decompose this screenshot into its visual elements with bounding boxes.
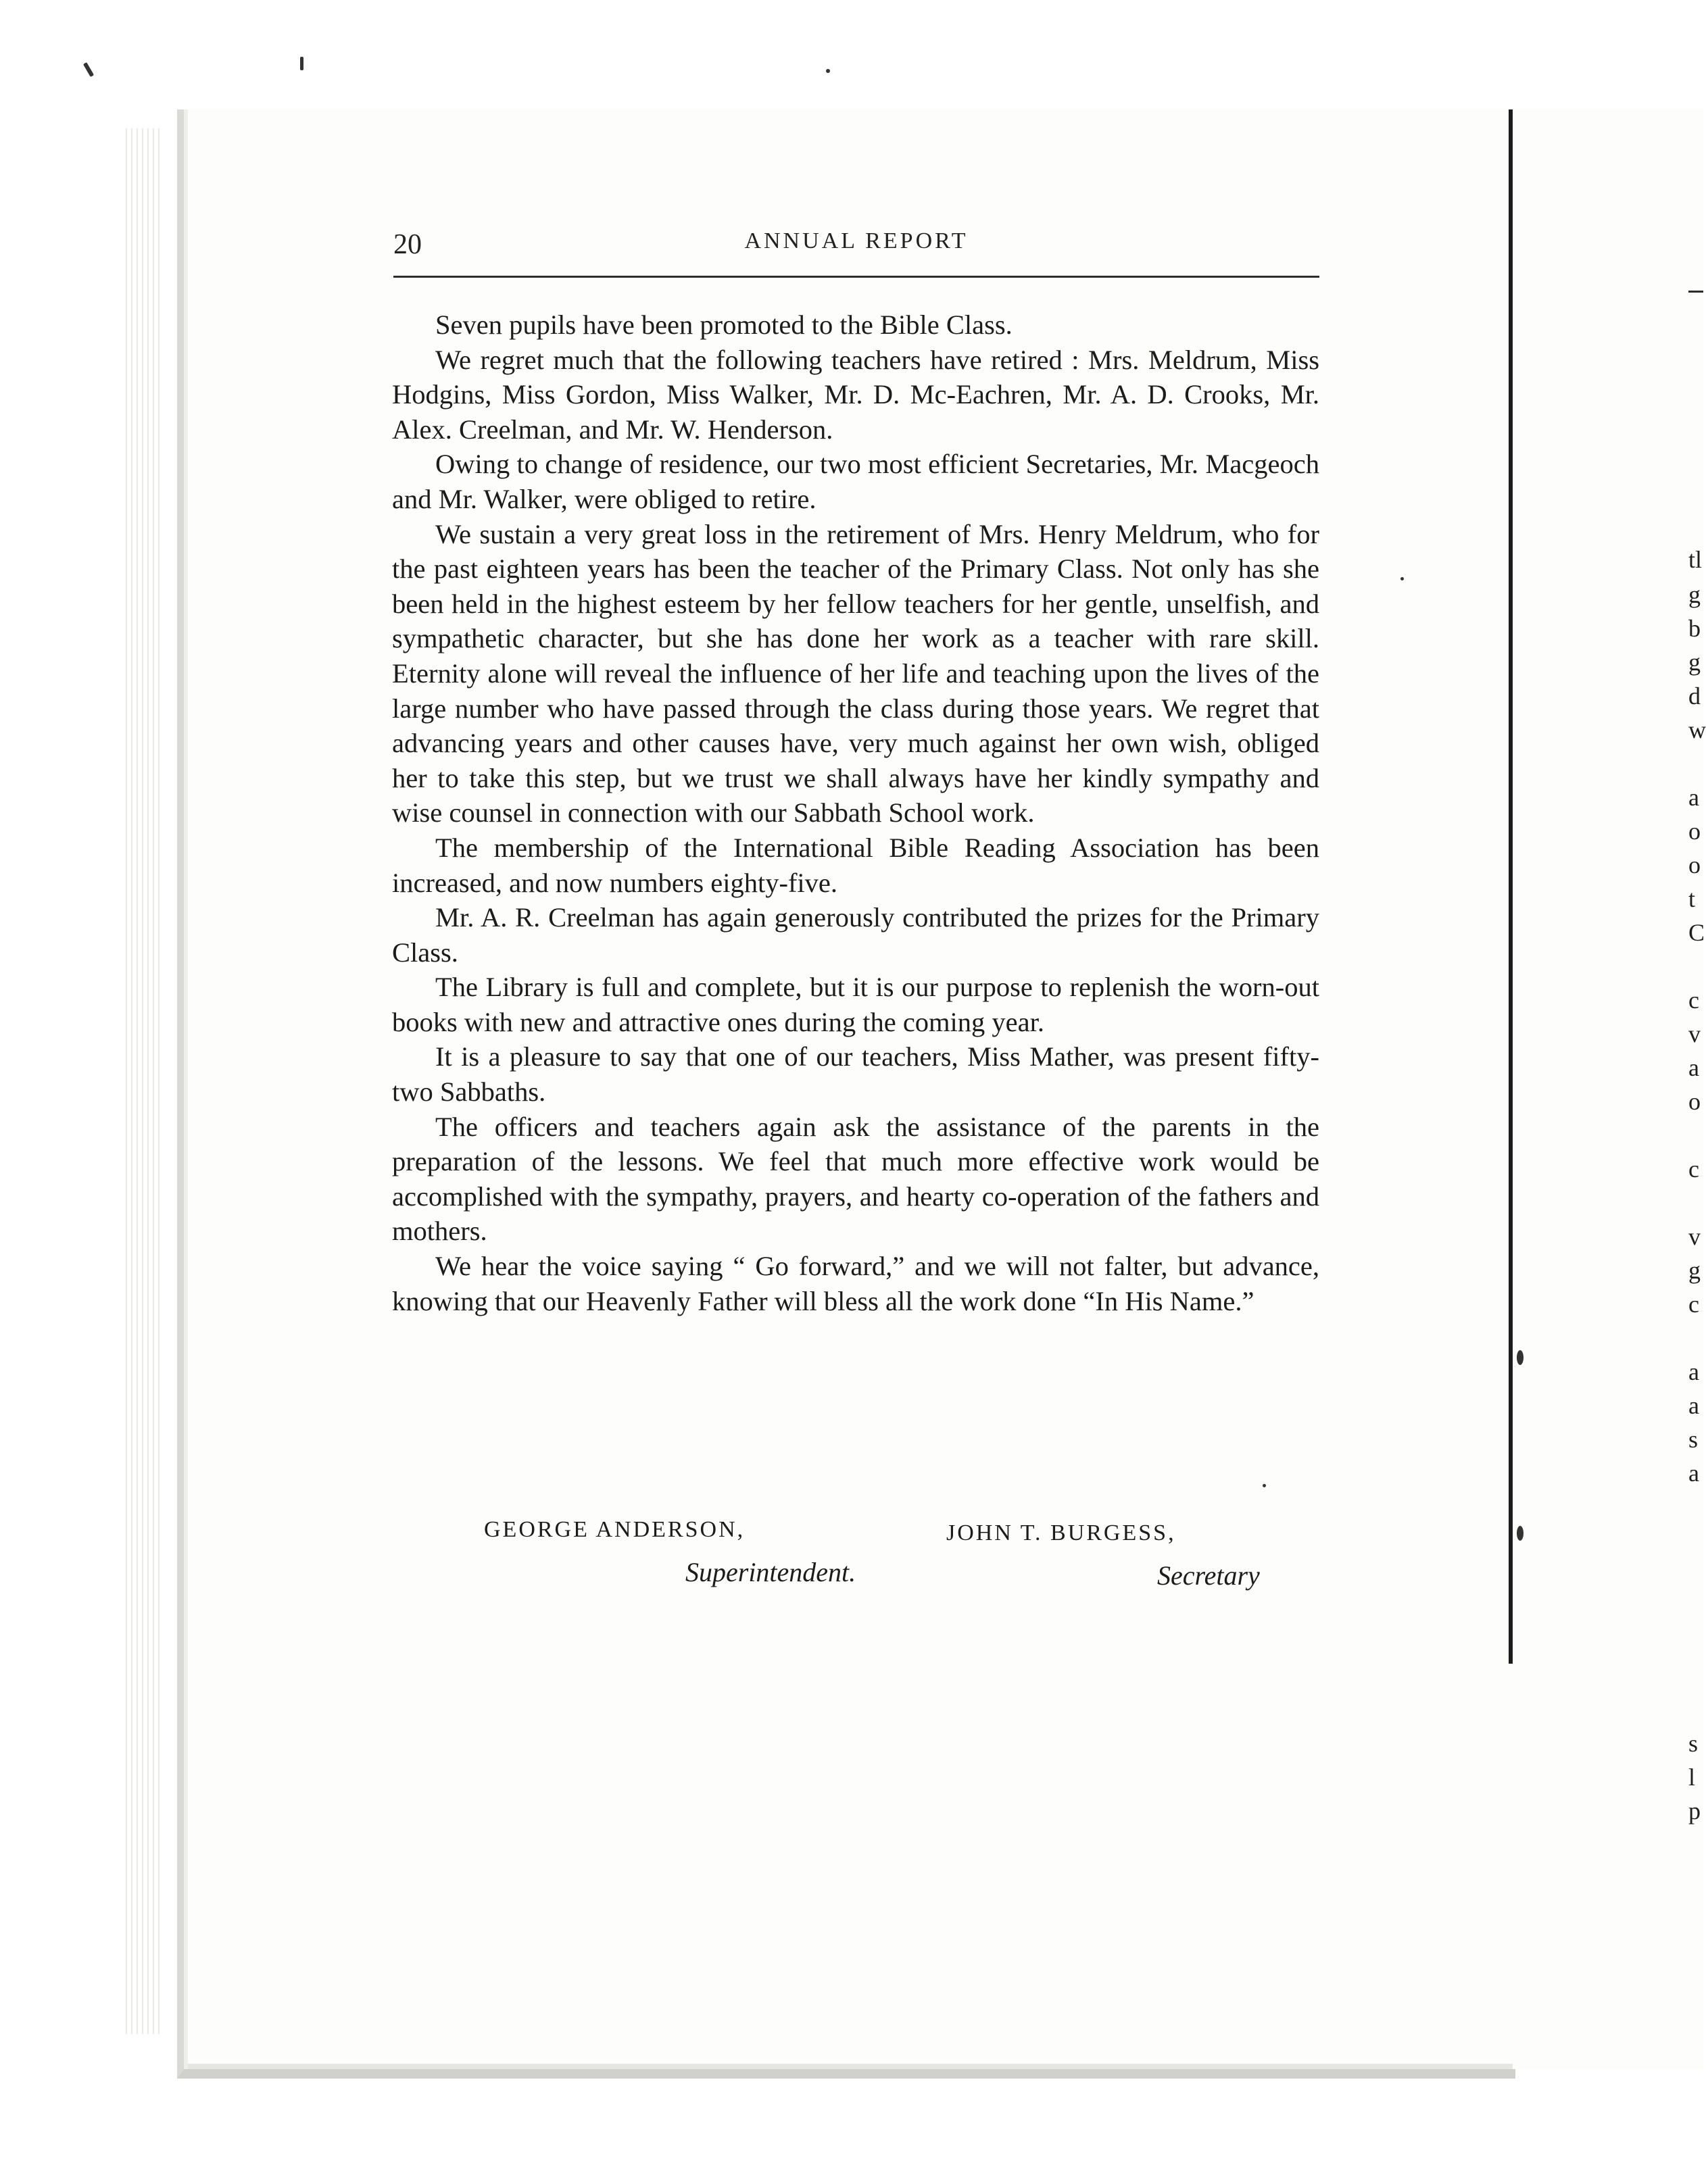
paragraph: Owing to change of residence, our two most efficient Secretaries, Mr. Macgeoch and Mr. Walker, were obliged to retire. [392,449,1319,514]
report-body [392,307,1319,1318]
facing-fragment: g [1688,649,1701,676]
facing-fragment: v [1688,1223,1701,1250]
facing-fragment: t [1688,885,1696,912]
paragraph: We regret much that the following teachers have retired : Mrs. Meldrum, Miss Hodgins, Miss Gordon, Miss Walker, Mr. D. Mc-Eachren, Mr. A. D. Crooks, Mr. Alex. Creelman, and Mr. W. Henderson. [392,344,1319,445]
facing-fragment: a [1688,1460,1699,1487]
scan-speck [826,69,830,73]
facing-fragment: p [1688,1797,1701,1825]
page-number: 20 [393,229,422,260]
paragraph: The membership of the International Bible Reading Association has been increased, and now numbers eighty-five. [392,832,1319,898]
paragraph: It is a pleasure to say that one of our teachers, Miss Mather, was present fifty-two Sabbaths. [392,1041,1319,1108]
facing-fragment: a [1688,1358,1699,1385]
facing-fragment: c [1688,1291,1699,1318]
facing-fragment: C [1688,919,1705,946]
paragraph: We hear the voice saying “ Go forward,” and we will not falter, but advance, knowing that our Heavenly Father will bless all the work done “In His Name.” [392,1251,1319,1316]
page-header [393,223,1319,277]
right-page [1513,109,1703,2069]
facing-fragment: c [1688,987,1699,1014]
facing-fragment: a [1688,784,1699,811]
facing-fragment: a [1688,1054,1699,1081]
paragraph: The Library is full and complete, but it is our purpose to replenish the worn-out books with new and attractive ones during the coming year. [392,972,1319,1037]
page-edge-stack [122,128,162,2034]
facing-fragment: g [1688,581,1701,608]
facing-fragment: o [1688,1088,1701,1115]
scan-speck [1400,577,1404,580]
scan-speck [1517,1350,1524,1365]
running-head: ANNUAL REPORT [744,228,969,253]
facing-fragment: l [1688,1764,1696,1791]
facing-fragment: o [1688,818,1701,845]
facing-fragment: s [1688,1730,1699,1757]
signature-title: Secretary [1157,1560,1260,1591]
scan-speck [300,57,303,70]
paragraph: The officers and teachers again ask the assistance of the parents in the preparation of the lessons. We feel that much more effective work would be accomplished with the sympathy, prayers, and hearty co-operation of the fathers and mothers. [392,1111,1319,1247]
signature-name: JOHN T. BURGESS, [946,1520,1176,1545]
facing-fragment: w [1688,716,1706,743]
scan-speck [1517,1526,1524,1541]
scan-speck [1263,1484,1266,1487]
facing-page-rule [1688,291,1703,293]
paragraph: We sustain a very great loss in the retirement of Mrs. Henry Meldrum, who for the past eighteen years has been the teacher of the Primary Class. Not only has she been held in the highest esteem by her fellow teachers for her gentle, unselfish, and sympathetic character, but she has done her work as a teacher with rare skill. Eternity alone will reveal the influence of her life and teaching upon the lives of the large number who have passed through the class during those years. We regret that advancing years and other causes have, very much against her own wish, obliged her to take this step, but we trust we shall always have her kindly sympathy and wise counsel in connection with our Sabbath School work. [392,518,1319,828]
facing-fragment: o [1688,851,1701,878]
signature-title: Superintendent. [685,1557,856,1587]
paragraph: Mr. A. R. Creelman has again generously contributed the prizes for the Primary Class. [392,902,1319,968]
facing-fragment: s [1688,1426,1699,1453]
facing-fragment: v [1688,1020,1701,1047]
facing-fragment: a [1688,1392,1699,1419]
facing-fragment: b [1688,615,1701,642]
paragraph: Seven pupils have been promoted to the Bible Class. [435,309,1013,340]
facing-fragment: c [1688,1156,1699,1183]
facing-fragment: tl [1688,546,1703,573]
signature-secretary [946,1520,1260,1591]
header-rule [393,276,1319,278]
facing-fragment: g [1688,1257,1701,1284]
signature-name: GEORGE ANDERSON, [484,1517,746,1542]
signature-superintendent [484,1517,856,1587]
facing-fragment: d [1688,682,1701,710]
